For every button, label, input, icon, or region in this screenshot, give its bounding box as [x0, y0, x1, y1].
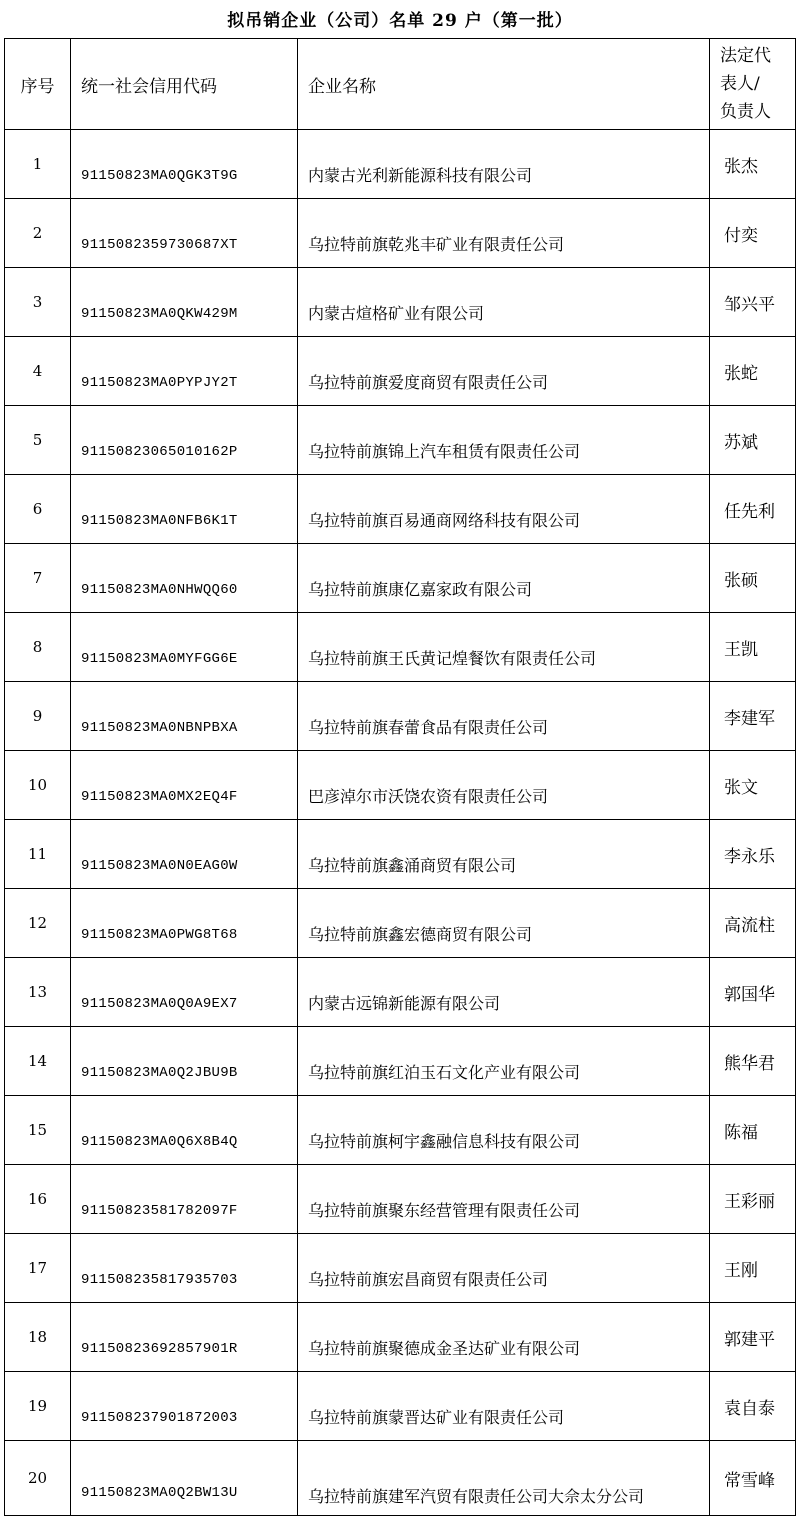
- row-company-name: 乌拉特前旗乾兆丰矿业有限责任公司: [298, 199, 710, 268]
- row-representative: 张文: [710, 751, 796, 820]
- row-company-name: 乌拉特前旗蒙晋达矿业有限责任公司: [298, 1372, 710, 1441]
- row-seq: 7: [5, 544, 71, 613]
- row-representative: 陈福: [710, 1096, 796, 1165]
- row-representative: 熊华君: [710, 1027, 796, 1096]
- row-seq: 9: [5, 682, 71, 751]
- table-row: [5, 1027, 796, 1096]
- table-body: [5, 39, 796, 1516]
- row-company-name: 内蒙古煊格矿业有限公司: [298, 268, 710, 337]
- row-company-name: 乌拉特前旗红泊玉石文化产业有限公司: [298, 1027, 710, 1096]
- row-seq: 6: [5, 475, 71, 544]
- row-company-name: 乌拉特前旗聚东经营管理有限责任公司: [298, 1165, 710, 1234]
- table-row: [5, 130, 796, 199]
- row-seq: 8: [5, 613, 71, 682]
- row-company-name: 乌拉特前旗爱度商贸有限责任公司: [298, 337, 710, 406]
- table-row: [5, 682, 796, 751]
- row-company-name: 乌拉特前旗聚德成金圣达矿业有限公司: [298, 1303, 710, 1372]
- row-seq: 17: [5, 1234, 71, 1303]
- row-company-name: 乌拉特前旗鑫宏德商贸有限公司: [298, 889, 710, 958]
- table-row: [5, 1303, 796, 1372]
- table-row: [5, 889, 796, 958]
- row-seq: 4: [5, 337, 71, 406]
- row-representative: 袁自泰: [710, 1372, 796, 1441]
- table-row: [5, 475, 796, 544]
- row-credit-code: 91150823MA0Q0A9EX7: [71, 958, 298, 1027]
- page-title: 拟吊销企业（公司）名单 29 户（第一批）: [227, 11, 573, 31]
- row-credit-code: 91150823MA0MX2EQ4F: [71, 751, 298, 820]
- row-representative: 郭国华: [710, 958, 796, 1027]
- row-credit-code: 91150823MA0N0EAG0W: [71, 820, 298, 889]
- row-seq: 10: [5, 751, 71, 820]
- row-company-name: 乌拉特前旗王氏黄记煌餐饮有限责任公司: [298, 613, 710, 682]
- row-credit-code: 91150823692857901R: [71, 1303, 298, 1372]
- row-credit-code: 9115082359730687XT: [71, 199, 298, 268]
- table-row: [5, 1096, 796, 1165]
- table-row: [5, 199, 796, 268]
- row-representative: 李建军: [710, 682, 796, 751]
- row-credit-code: 91150823MA0PWG8T68: [71, 889, 298, 958]
- row-seq: 2: [5, 199, 71, 268]
- table-row: [5, 1372, 796, 1441]
- row-credit-code: 91150823MA0Q6X8B4Q: [71, 1096, 298, 1165]
- row-credit-code: 91150823MA0Q2BW13U: [71, 1441, 298, 1516]
- row-seq: 13: [5, 958, 71, 1027]
- row-credit-code: 91150823MA0QGK3T9G: [71, 130, 298, 199]
- row-credit-code: 91150823MA0NBNPBXA: [71, 682, 298, 751]
- row-representative: 高流柱: [710, 889, 796, 958]
- row-representative: 张硕: [710, 544, 796, 613]
- row-seq: 5: [5, 406, 71, 475]
- row-credit-code: 911508237901872003: [71, 1372, 298, 1441]
- row-company-name: 乌拉特前旗春蕾食品有限责任公司: [298, 682, 710, 751]
- row-company-name: 乌拉特前旗宏昌商贸有限责任公司: [298, 1234, 710, 1303]
- row-seq: 12: [5, 889, 71, 958]
- row-credit-code: 91150823065010162P: [71, 406, 298, 475]
- row-representative: 张杰: [710, 130, 796, 199]
- row-credit-code: 91150823MA0Q2JBU9B: [71, 1027, 298, 1096]
- row-representative: 张蛇: [710, 337, 796, 406]
- row-representative: 付奕: [710, 199, 796, 268]
- row-company-name: 乌拉特前旗百易通商网络科技有限公司: [298, 475, 710, 544]
- row-company-name: 巴彦淖尔市沃饶农资有限责任公司: [298, 751, 710, 820]
- row-representative: 郭建平: [710, 1303, 796, 1372]
- row-representative: 邹兴平: [710, 268, 796, 337]
- row-seq: 18: [5, 1303, 71, 1372]
- row-seq: 19: [5, 1372, 71, 1441]
- row-seq: 1: [5, 130, 71, 199]
- row-representative: 李永乐: [710, 820, 796, 889]
- table-row: [5, 337, 796, 406]
- row-seq: 11: [5, 820, 71, 889]
- company-table: [4, 38, 796, 1516]
- table-row: [5, 820, 796, 889]
- row-company-name: 内蒙古远锦新能源有限公司: [298, 958, 710, 1027]
- table-row: [5, 958, 796, 1027]
- table-header-row: [5, 39, 796, 130]
- row-seq: 16: [5, 1165, 71, 1234]
- row-seq: 15: [5, 1096, 71, 1165]
- row-credit-code: 91150823MA0PYPJY2T: [71, 337, 298, 406]
- row-company-name: 乌拉特前旗建军汽贸有限责任公司大佘太分公司: [298, 1441, 710, 1516]
- header-rep-line: 法定代: [720, 46, 771, 66]
- row-company-name: 乌拉特前旗锦上汽车租赁有限责任公司: [298, 406, 710, 475]
- row-credit-code: 911508235817935703: [71, 1234, 298, 1303]
- table-row: [5, 1165, 796, 1234]
- row-credit-code: 91150823MA0NFB6K1T: [71, 475, 298, 544]
- table-row: [5, 1441, 796, 1516]
- table-row: [5, 544, 796, 613]
- table-row: [5, 751, 796, 820]
- row-company-name: 乌拉特前旗柯宇鑫融信息科技有限公司: [298, 1096, 710, 1165]
- row-credit-code: 91150823MA0MYFGG6E: [71, 613, 298, 682]
- row-company-name: 内蒙古光利新能源科技有限公司: [298, 130, 710, 199]
- table-row: [5, 406, 796, 475]
- row-seq: 20: [5, 1441, 71, 1516]
- header-seq: 序号: [5, 39, 71, 130]
- row-company-name: 乌拉特前旗康亿嘉家政有限公司: [298, 544, 710, 613]
- table-row: [5, 268, 796, 337]
- header-code: 统一社会信用代码: [71, 39, 298, 130]
- table-row: [5, 613, 796, 682]
- row-representative: 常雪峰: [710, 1441, 796, 1516]
- table-row: [5, 1234, 796, 1303]
- row-seq: 3: [5, 268, 71, 337]
- row-credit-code: 91150823MA0NHWQQ60: [71, 544, 298, 613]
- row-representative: 王彩丽: [710, 1165, 796, 1234]
- header-rep-line: 负责人: [720, 102, 771, 122]
- row-representative: 王刚: [710, 1234, 796, 1303]
- row-seq: 14: [5, 1027, 71, 1096]
- header-rep-line: 表人/: [720, 74, 760, 94]
- row-representative: 苏斌: [710, 406, 796, 475]
- row-representative: 王凯: [710, 613, 796, 682]
- header-name: 企业名称: [298, 39, 710, 130]
- row-representative: 任先利: [710, 475, 796, 544]
- row-company-name: 乌拉特前旗鑫涌商贸有限公司: [298, 820, 710, 889]
- header-rep: [710, 39, 796, 130]
- row-credit-code: 91150823MA0QKW429M: [71, 268, 298, 337]
- row-credit-code: 91150823581782097F: [71, 1165, 298, 1234]
